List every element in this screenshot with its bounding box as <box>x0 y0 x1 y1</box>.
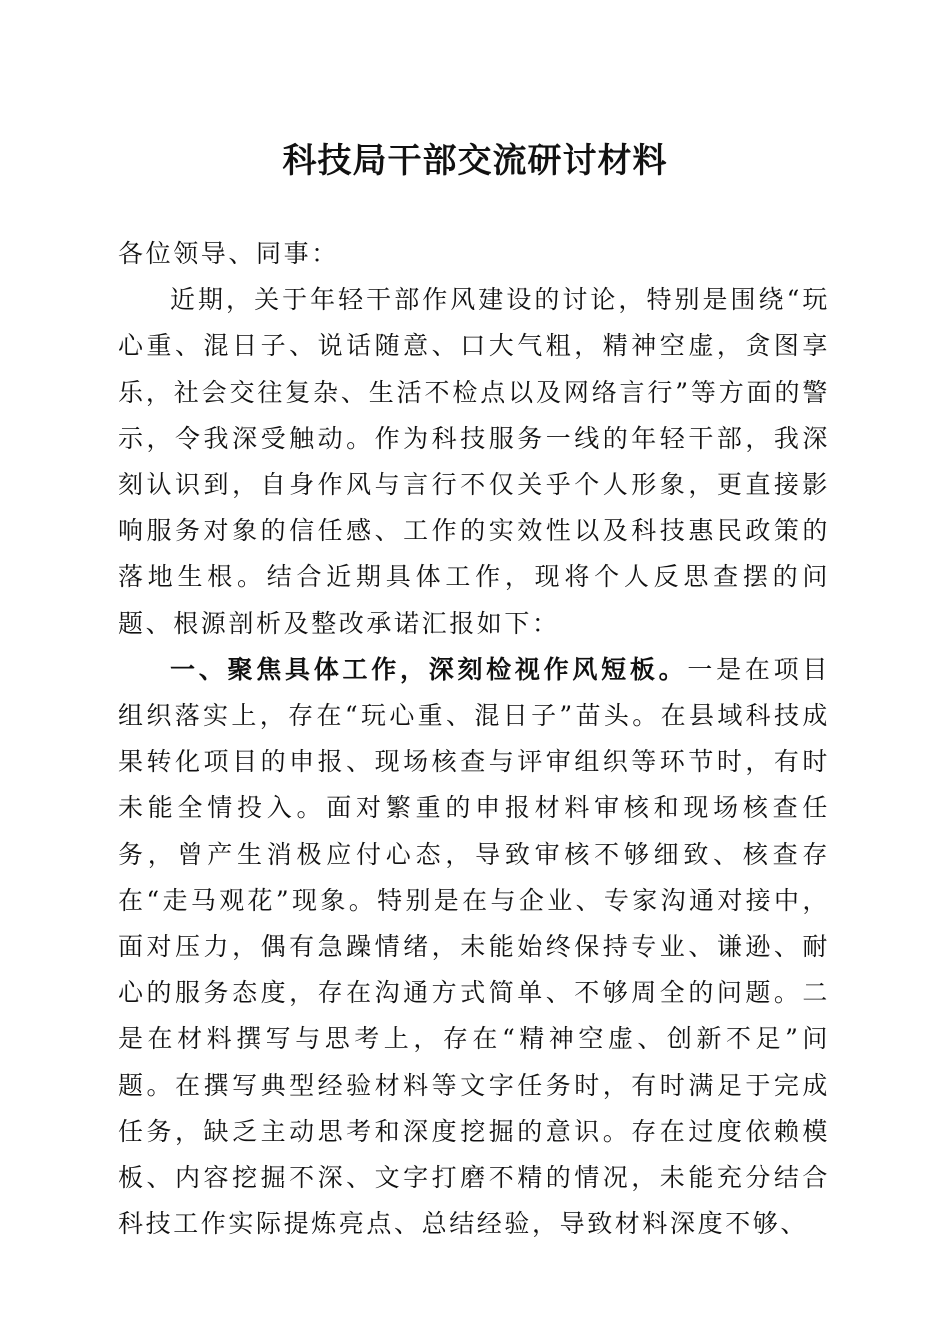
document-title: 科技局干部交流研讨材料 <box>282 141 668 181</box>
section-one-text: 一是在项目组织落实上，存在“玩心重、混日子”苗头。在县域科技成果转化项目的申报、现场核查与评审组织等环节时，有时未能全情投入。面对繁重的申报材料审核和现场核查任务，曾产生消极应付心态，导致审核不够细致、核查存在“走马观花”现象。特别是在与企业、专家沟通对接中，面对压力，偶有急躁情绪，未能始终保持专业、谦逊、耐心的服务态度，存在沟通方式简单、不够周全的问题。二是在材料撰写与思考上，存在“精神空虚、创新不足”问题。在撰写典型经验材料等文字任务时，有时满足于完成任务，缺乏主动思考和深度挖掘的意识。存在过度依赖模板、内容挖掘不深、文字打磨不精的情况，未能充分结合科技工作实际提炼亮点、总结经验，导致材料深度不够、 <box>118 654 830 1239</box>
intro-paragraph: 近期，关于年轻干部作风建设的讨论，特别是围绕“玩心重、混日子、说话随意、口大气粗，精神空虚，贪图享乐，社会交往复杂、生活不检点以及网络言行”等方面的警示，令我深受触动。作为科技服务一线的年轻干部，我深刻认识到，自身作风与言行不仅关乎个人形象，更直接影响服务对象的信任感、工作的实效性以及科技惠民政策的落地生根。结合近期具体工作，现将个人反思查摆的问题、根源剖析及整改承诺汇报如下： <box>118 285 830 638</box>
section-one-heading: 一、聚焦具体工作，深刻检视作风短板。 <box>170 654 688 684</box>
document-body <box>118 231 830 1247</box>
section-one-paragraph <box>118 647 830 1248</box>
greeting: 各位领导、同事： <box>118 239 339 268</box>
